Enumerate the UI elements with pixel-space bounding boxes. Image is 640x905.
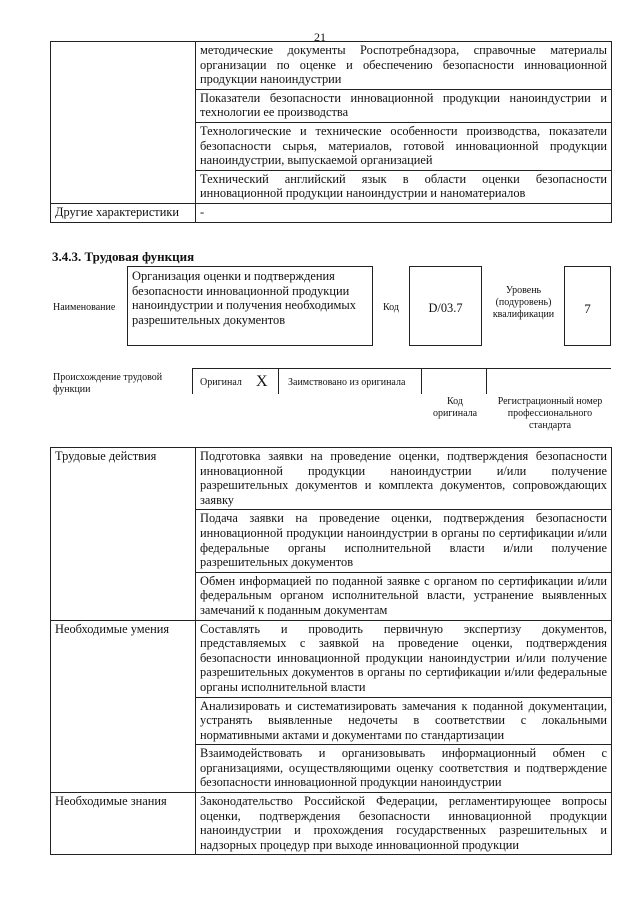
code-caption: Код оригинала <box>432 396 478 419</box>
function-name-box <box>127 266 373 346</box>
table-cell: Законодательство Российской Федерации, регламентирующее вопросы оценки, подтверждения безопасности инновационной продукции наноиндустрии и прохождения государственных разрешительных и надзорных процедур при выходе инновационной продукции <box>196 793 612 855</box>
table-cell: Технологические и технические особенности производства, показатели безопасности сырья, материалов, готовой инновационной продукции наноиндустрии, выпускаемой организацией <box>196 122 612 170</box>
table-row <box>51 793 612 855</box>
level-box <box>564 266 611 346</box>
table-row <box>51 203 612 222</box>
original-label: Оригинал <box>200 377 242 388</box>
code-value: D/03.7 <box>428 301 463 315</box>
table-row <box>51 620 612 697</box>
continuation-table <box>50 41 612 223</box>
origin-divider <box>421 368 422 394</box>
table-cell: Подача заявки на проведение оценки, подтверждения безопасности инновационной продукции наноиндустрии в органы по сертификации и/или федеральные органы исполнительной власти и/или получение разрешительных документов <box>196 510 612 572</box>
table-row <box>51 42 612 90</box>
original-mark: X <box>256 373 268 390</box>
table-cell: Взаимодействовать и организовывать информационный обмен с организациями, осуществляющими оценку соответствия и подтверждение безопасности инновационной продукции наноиндустрии <box>196 745 612 793</box>
name-label: Наименование <box>53 302 116 313</box>
row-label-empty <box>51 42 196 204</box>
table-cell: Обмен информацией по поданной заявке с органом по сертификации и/или федеральным органом исполнительной власти, устранение выявленных замечаний к поданным документам <box>196 572 612 620</box>
code-box <box>409 266 482 346</box>
table-cell: Подготовка заявки на проведение оценки, подтверждения безопасности инновационной продукции наноиндустрии и/или получение разрешительных документов и комплекта документов, сопровождающих заявку <box>196 448 612 510</box>
table-cell: методические документы Роспотребнадзора, справочные материалы организации по оценке и обеспечению безопасности инновационной продукции наноиндустрии <box>196 42 612 90</box>
row-label: Другие характеристики <box>51 203 196 222</box>
table-cell: - <box>196 203 612 222</box>
section-heading: 3.4.3. Трудовая функция <box>52 249 195 264</box>
origin-label: Происхождение трудовой функции <box>53 372 163 395</box>
origin-divider <box>486 368 487 394</box>
page-number: 21 <box>314 30 326 44</box>
table-cell: Технический английский язык в области оценки безопасности инновационной продукции наноиндустрии и наноматериалов <box>196 170 612 203</box>
table-cell: Анализировать и систематизировать замечания к поданной документации, устранять выявленные недочеты в соответствии с локальными нормативными актами и документами по стандартизации <box>196 697 612 745</box>
level-label: Уровень (подуровень) квалификации <box>492 285 555 320</box>
table-cell: Составлять и проводить первичную экспертизу документов, представляемых с заявкой на проведение оценки, подтверждения безопасности инновационной продукции наноиндустрии и/или получение разрешительных документов в органы по сертификации и/или федеральные органы исполнительной власти <box>196 620 612 697</box>
origin-divider <box>278 368 279 394</box>
reg-caption: Регистрационный номер профессионального стандарта <box>497 396 603 431</box>
code-label: Код <box>383 302 399 313</box>
row-label: Трудовые действия <box>51 448 196 621</box>
row-label: Необходимые умения <box>51 620 196 793</box>
function-name: Организация оценки и подтверждения безопасности инновационной продукции наноиндустрии и получения необходимых разрешительных документов <box>132 269 356 327</box>
table-row <box>51 448 612 510</box>
labor-function-table <box>50 447 612 855</box>
level-value: 7 <box>584 301 591 316</box>
row-label: Необходимые знания <box>51 793 196 855</box>
table-cell: Показатели безопасности инновационной продукции наноиндустрии и технологии ее производства <box>196 89 612 122</box>
borrowed-label: Заимствовано из оригинала <box>288 377 406 388</box>
